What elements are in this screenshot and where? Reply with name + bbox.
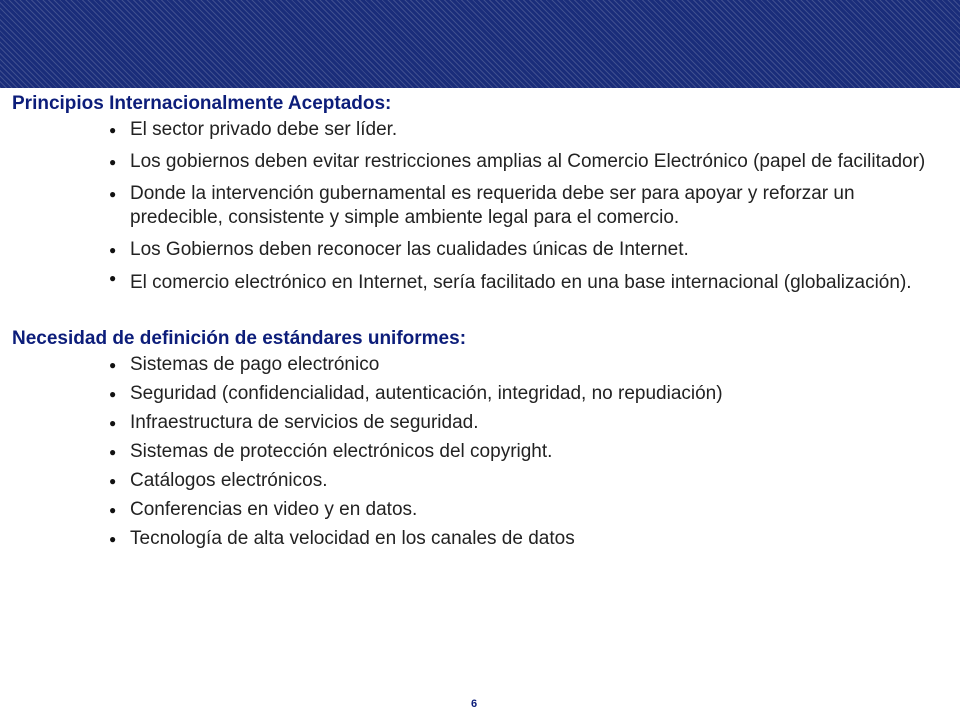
list-item-text: Sistemas de pago electrónico	[130, 354, 380, 375]
bullet-list	[12, 353, 948, 551]
list-item-text: Conferencias en video y en datos.	[130, 499, 418, 520]
bullet-icon: ●	[109, 155, 117, 169]
section-estandares	[12, 327, 948, 551]
list-item-text: Tecnología de alta velocidad en los canales de datos	[130, 528, 575, 549]
list-item-text: Infraestructura de servicios de seguridad.	[130, 412, 479, 433]
list-item	[107, 527, 948, 551]
list-item	[107, 382, 948, 406]
page-number: 6	[470, 698, 478, 710]
section-principios	[12, 92, 948, 299]
list-item	[107, 150, 948, 174]
list-item-text: Los gobiernos deben evitar restricciones amplias al Comercio Electrónico (papel de facilitador)	[130, 151, 926, 172]
list-item	[107, 440, 948, 464]
list-item-text: Sistemas de protección electrónicos del copyright.	[130, 441, 553, 462]
header-band	[0, 0, 960, 88]
bullet-icon: ●	[109, 243, 117, 257]
list-item	[107, 469, 948, 493]
list-item	[107, 411, 948, 435]
list-item-text: Seguridad (confidencialidad, autenticación, integridad, no repudiación)	[130, 383, 723, 404]
bullet-icon: ●	[109, 416, 117, 430]
section-heading: Principios Internacionalmente Aceptados:	[12, 93, 392, 114]
list-item	[107, 118, 948, 142]
bullet-icon: ●	[109, 503, 117, 517]
bullet-icon: ●	[109, 123, 117, 137]
bullet-icon: ●	[109, 387, 117, 401]
bullet-list	[12, 118, 948, 299]
list-item-text: El sector privado debe ser líder.	[130, 119, 398, 140]
list-item	[107, 353, 948, 377]
bullet-icon: ●	[109, 445, 117, 459]
list-item	[107, 266, 948, 299]
bullet-icon: ●	[109, 358, 117, 372]
bullet-icon: ●	[109, 474, 117, 488]
list-item	[107, 182, 948, 230]
list-item-text: Catálogos electrónicos.	[130, 470, 328, 491]
list-item-text: Los Gobiernos deben reconocer las cualidades únicas de Internet.	[130, 239, 689, 260]
slide-content	[12, 92, 948, 556]
list-item	[107, 238, 948, 262]
section-heading: Necesidad de definición de estándares uniformes:	[12, 328, 467, 349]
list-item	[107, 498, 948, 522]
bullet-icon: ●	[109, 187, 117, 201]
bullet-icon: ●	[109, 271, 117, 285]
list-item-text: Donde la intervención gubernamental es requerida debe ser para apoyar y reforzar un predecible, consistente y simple ambiente legal para el comercio.	[130, 183, 855, 228]
list-item-text: El comercio electrónico en Internet, sería facilitado en una base internacional (globalización).	[130, 272, 912, 293]
bullet-icon: ●	[109, 532, 117, 546]
